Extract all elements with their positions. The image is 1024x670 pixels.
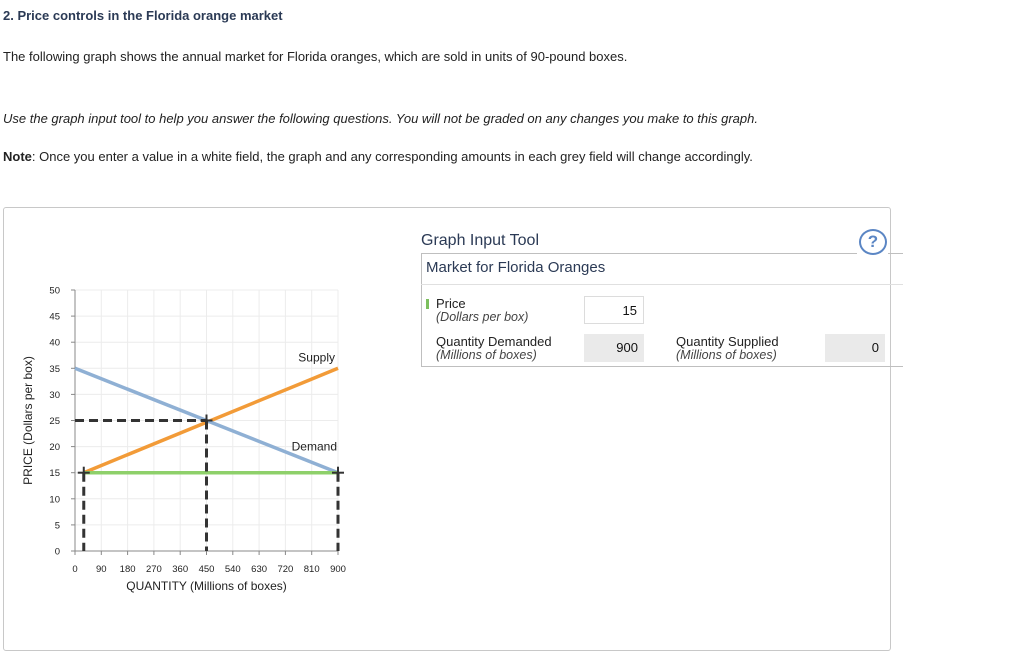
- y-tick-label: 15: [49, 468, 60, 480]
- x-tick-label: 180: [119, 564, 136, 575]
- y-tick-label: 45: [49, 311, 60, 323]
- y-tick-label: 50: [49, 285, 60, 297]
- qs-marker: [78, 467, 90, 479]
- y-tick-label: 0: [54, 546, 60, 558]
- price-marker-icon: [426, 299, 429, 309]
- quantity-supplied-label: Quantity Supplied: [676, 334, 779, 349]
- market-title: Market for Florida Oranges: [426, 259, 606, 276]
- x-tick-label: 360: [172, 564, 189, 575]
- x-tick-label: 0: [72, 564, 78, 575]
- x-tick-label: 450: [198, 564, 215, 575]
- markers: [75, 415, 344, 552]
- qd-marker: [332, 467, 344, 479]
- x-tick-label: 270: [145, 564, 162, 575]
- y-tick-label: 5: [54, 520, 60, 532]
- axes: [49, 286, 346, 576]
- x-tick-label: 630: [251, 564, 268, 575]
- quantity-supplied-unit: (Millions of boxes): [676, 348, 777, 362]
- quantity-demanded-unit: (Millions of boxes): [436, 348, 537, 362]
- quantity-supplied-field: 0: [825, 334, 885, 362]
- y-tick-label: 25: [49, 416, 60, 427]
- y-tick-label: 30: [49, 389, 60, 401]
- demand-label: Demand: [291, 439, 337, 454]
- y-tick-label: 35: [49, 363, 60, 375]
- x-tick-label: 900: [330, 564, 346, 575]
- y-axis-label: PRICE (Dollars per box): [21, 356, 35, 485]
- quantity-demanded-label: Quantity Demanded: [436, 334, 552, 349]
- y-tick-label: 10: [49, 494, 60, 506]
- quantity-demanded-field: 900: [584, 334, 644, 362]
- y-tick-label: 40: [49, 337, 60, 349]
- price-label: Price: [436, 296, 466, 311]
- x-tick-label: 810: [303, 564, 320, 575]
- x-axis-label: QUANTITY (Millions of boxes): [126, 579, 287, 593]
- y-tick-label: 20: [49, 442, 60, 454]
- x-tick-label: 720: [277, 564, 294, 575]
- note-body: : Once you enter a value in a white field, the graph and any corresponding amounts in each grey field will change accordingly.: [31, 149, 753, 164]
- question-title: 2. Price controls in the Florida orange market: [3, 8, 283, 23]
- graph-input-tool-title: Graph Input Tool: [421, 232, 540, 249]
- instructions-text: Use the graph input tool to help you answer the following questions. You will not be graded on any changes you make to this graph.: [3, 111, 758, 126]
- price-unit: (Dollars per box): [436, 310, 529, 324]
- x-tick-label: 90: [96, 564, 107, 575]
- help-icon[interactable]: ?: [859, 229, 887, 255]
- supply-label: Supply: [298, 350, 335, 365]
- note-label: Note: [3, 149, 32, 164]
- x-tick-label: 540: [224, 564, 241, 575]
- divider: [421, 284, 903, 285]
- intro-text: The following graph shows the annual market for Florida oranges, which are sold in units of 90-pound boxes.: [3, 49, 628, 64]
- price-input[interactable]: 15: [584, 296, 644, 324]
